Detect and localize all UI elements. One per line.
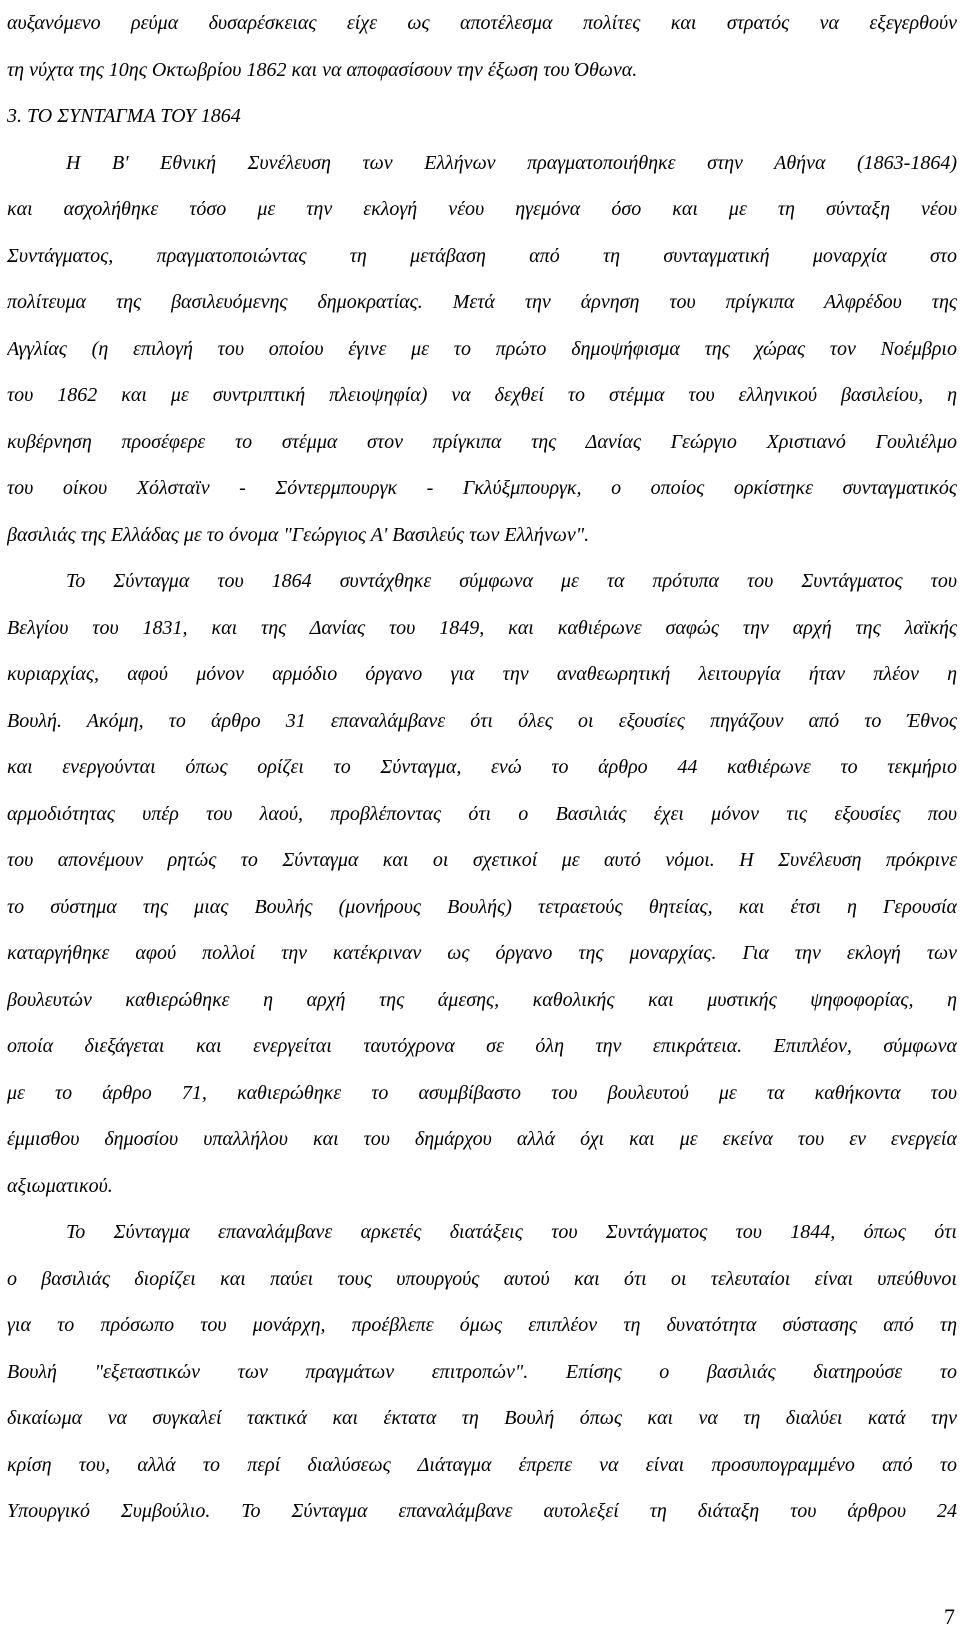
text-line: Υπουργικό Συμβούλιο. Το Σύνταγμα επαναλάμβανε αυτολεξεί τη διάταξη του άρθρου 24: [7, 1500, 957, 1522]
text-line: βουλευτών καθιερώθηκε η αρχή της άμεσης, καθολικής και μυστικής ψηφοφορίας, η: [7, 988, 957, 1011]
text-line: αξιωματικού.: [7, 1174, 113, 1197]
text-line: οποία διεξάγεται και ενεργείται ταυτόχρονα σε όλη την επικράτεια. Επιπλέον, σύμφωνα: [7, 1035, 957, 1057]
text-line: Αγγλίας (η επιλογή του οποίου έγινε με το πρώτο δημοψήφισμα της χώρας τον Νοέμβριο: [7, 337, 957, 360]
text-line: πολίτευμα της βασιλευόμενης δημοκρατίας. Μετά την άρνηση του πρίγκιπα Αλφρέδου της: [7, 291, 957, 313]
text-line: Βελγίου του 1831, και της Δανίας του 1849, και καθιέρωνε σαφώς την αρχή της λαϊκής: [7, 616, 957, 639]
text-line: Συντάγματος, πραγματοποιώντας τη μετάβαση από τη συνταγματική μοναρχία στο: [7, 244, 957, 267]
text-line: ο βασιλιάς διορίζει και παύει τους υπουργούς αυτού και ότι οι τελευταίοι είναι υπεύθυνοι: [7, 1267, 957, 1290]
text-line: με το άρθρο 71, καθιερώθηκε το ασυμβίβαστο του βουλευτού με τα καθήκοντα του: [7, 1081, 957, 1104]
paragraph: [7, 140, 957, 559]
text-line: Βουλή "εξεταστικών των πραγμάτων επιτροπών". Επίσης ο βασιλιάς διατηρούσε το: [7, 1360, 957, 1383]
text-line: κρίση του, αλλά το περί διαλύσεως Διάταγμα έπρεπε να είναι προσυπογραμμένο από το: [7, 1453, 957, 1476]
text-line: κυριαρχίας, αφού μόνον αρμόδιο όργανο για την αναθεωρητική λειτουργία ήταν πλέον η: [7, 663, 957, 685]
text-line: Το Σύνταγμα επαναλάμβανε αρκετές διατάξεις του Συντάγματος του 1844, όπως ότι: [66, 1221, 957, 1243]
page-number: 7: [944, 1604, 955, 1629]
text-line: αρμοδιότητας υπέρ του λαού, προβλέποντας ότι ο Βασιλιάς έχει μόνον τις εξουσίες που: [7, 802, 957, 825]
text-line: Το Σύνταγμα του 1864 συντάχθηκε σύμφωνα με τα πρότυπα του Συντάγματος του: [66, 570, 957, 592]
text-line: και ασχολήθηκε τόσο με την εκλογή νέου ηγεμόνα όσο και με τη σύνταξη νέου: [7, 198, 957, 220]
text-line: για το πρόσωπο του μονάρχη, προέβλεπε όμως επιπλέον τη δυνατότητα σύστασης από τη: [7, 1314, 957, 1336]
text-line: του 1862 και με συντριπτική πλειοψηφία) να δεχθεί το στέμμα του ελληνικού βασιλείου, η: [7, 384, 957, 406]
text-line: του οίκου Χόλσταϊν - Σόντερμπουργκ - Γκλύξμπουργκ, ο οποίος ορκίστηκε συνταγματικός: [7, 477, 957, 499]
text-line: δικαίωμα να συγκαλεί τακτικά και έκτατα τη Βουλή όπως και να τη διαλύει κατά την: [7, 1407, 957, 1429]
text-line: το σύστημα της μιας Βουλής (μονήρους Βουλής) τετραετούς θητείας, και έτσι η Γερουσία: [7, 895, 957, 918]
text-line: Βουλή. Ακόμη, το άρθρο 31 επαναλάμβανε ότι όλες οι εξουσίες πηγάζουν από το Έθνος: [7, 709, 957, 732]
document-page: [7, 0, 957, 1535]
intro-paragraph: [7, 0, 957, 93]
paragraph: [7, 1209, 957, 1535]
text-line: του απονέμουν ρητώς το Σύνταγμα και οι σχετικοί με αυτό νόμοι. Η Συνέλευση πρόκρινε: [7, 849, 957, 871]
text-line: έμμισθου δημοσίου υπαλλήλου και του δημάρχου αλλά όχι και με εκείνα του εν ενεργεία: [7, 1128, 957, 1150]
text-line: αυξανόμενο ρεύμα δυσαρέσκειας είχε ως αποτέλεσμα πολίτες και στρατός να εξεγερθούν: [7, 12, 957, 34]
text-line: τη νύχτα της 10ης Οκτωβρίου 1862 και να αποφασίσουν την έξωση του Όθωνα.: [7, 58, 638, 81]
text-line: βασιλιάς της Ελλάδας με το όνομα "Γεώργιος Α' Βασιλεύς των Ελλήνων".: [7, 523, 590, 546]
text-line: και ενεργούνται όπως ορίζει το Σύνταγμα, ενώ το άρθρο 44 καθιέρωνε το τεκμήριο: [7, 756, 957, 778]
section-heading: 3. ΤΟ ΣΥΝΤΑΓΜΑ ΤΟΥ 1864: [7, 105, 241, 127]
text-line: Η Β' Εθνική Συνέλευση των Ελλήνων πραγματοποιήθηκε στην Αθήνα (1863-1864): [66, 151, 957, 174]
paragraph: [7, 558, 957, 1209]
text-line: καταργήθηκε αφού πολλοί την κατέκριναν ως όργανο της μοναρχίας. Για την εκλογή των: [7, 942, 957, 964]
text-line: κυβέρνηση προσέφερε το στέμμα στον πρίγκιπα της Δανίας Γεώργιο Χριστιανό Γουλιέλμο: [7, 430, 957, 453]
